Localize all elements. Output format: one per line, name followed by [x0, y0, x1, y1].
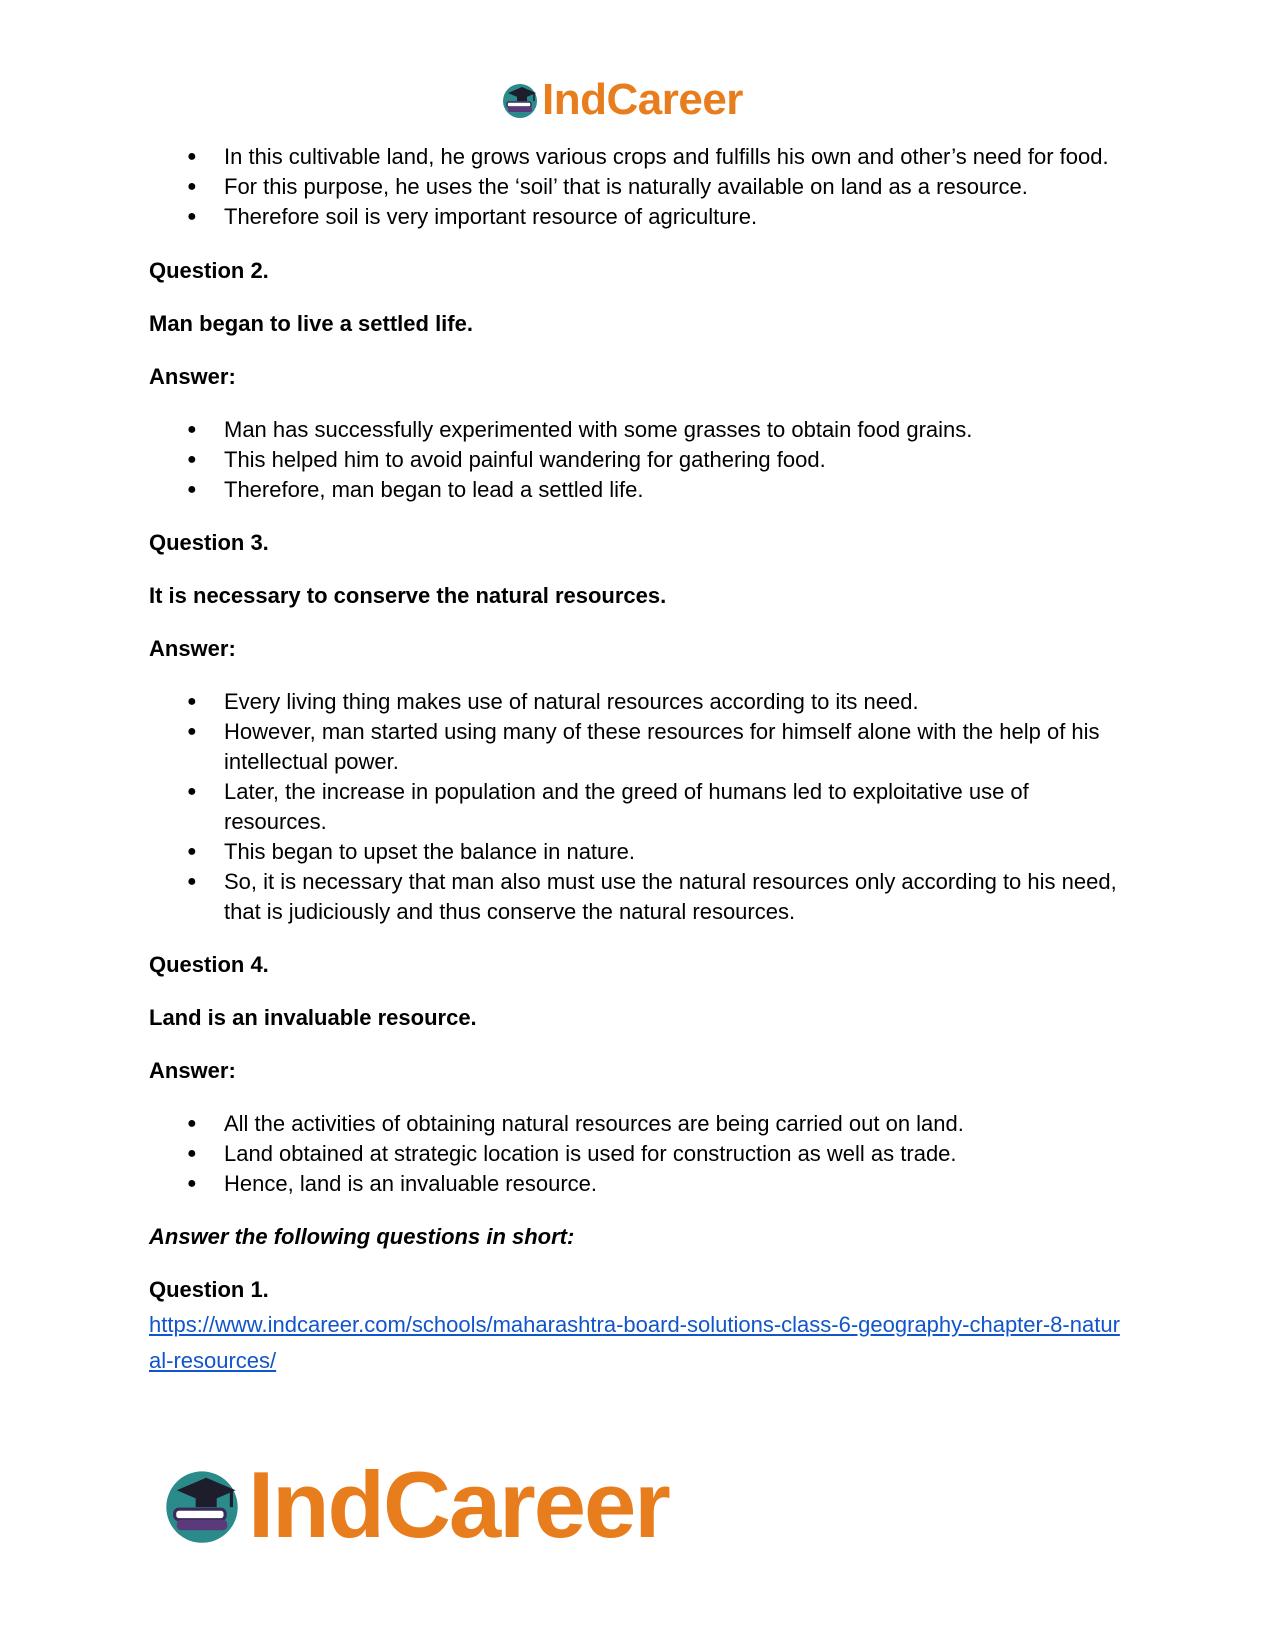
question-4-answer-list: [149, 1109, 1129, 1199]
question-3-answer-list: [149, 687, 1129, 927]
top-bullet-list: [149, 142, 1129, 232]
list-item: ● Therefore soil is very important resource of agriculture.: [149, 202, 1129, 232]
question-4-label: Question 4.: [149, 952, 269, 977]
bullet-icon: ●: [187, 783, 197, 800]
question-2-statement: Man began to live a settled life.: [149, 311, 473, 336]
question-4-answer-label: Answer:: [149, 1058, 236, 1083]
question-2-label: Question 2.: [149, 258, 269, 283]
bullet-icon: ●: [187, 1145, 197, 1162]
short-answer-section-heading: Answer the following questions in short:: [149, 1224, 575, 1249]
question-2-answer-label: Answer:: [149, 364, 236, 389]
list-item: ● So, it is necessary that man also must use the natural resources only according to his need, that is judiciously and thus conserve the natural resources.: [187, 869, 1117, 924]
footer-logo-text: IndCareer: [248, 1452, 669, 1557]
bullet-icon: ●: [187, 1175, 197, 1192]
header-logo-text: IndCareer: [542, 75, 743, 124]
bullet-icon: ●: [187, 481, 197, 498]
list-item: ● Hence, land is an invaluable resource.: [149, 1169, 1129, 1199]
bullet-icon: ●: [187, 421, 197, 438]
list-item: ● All the activities of obtaining natural resources are being carried out on land.: [149, 1109, 1129, 1139]
list-item: ● This helped him to avoid painful wandering for gathering food.: [149, 445, 1129, 475]
list-item: ● Every living thing makes use of natural resources according to its need.: [149, 687, 1129, 717]
graduation-book-icon: [160, 1463, 244, 1547]
question-3-statement: It is necessary to conserve the natural resources.: [149, 583, 667, 608]
bullet-icon: ●: [187, 178, 197, 195]
bullet-icon: ●: [187, 693, 197, 710]
list-item: ● Man has successfully experimented with some grasses to obtain food grains.: [149, 415, 1129, 445]
bullet-icon: ●: [187, 451, 197, 468]
question-4-statement: Land is an invaluable resource.: [149, 1005, 477, 1030]
document-body: [149, 144, 1129, 1379]
question-3-label: Question 3.: [149, 530, 269, 555]
source-url-link[interactable]: https://www.indcareer.com/schools/maharashtra-board-solutions-class-6-geography-chapter-8-natural-resources/: [149, 1312, 1120, 1373]
short-question-1-label: Question 1.: [149, 1277, 269, 1302]
list-item: ● This began to upset the balance in nature.: [149, 837, 1129, 867]
question-2-answer-list: [149, 415, 1129, 505]
list-item: ● Land obtained at strategic location is used for construction as well as trade.: [149, 1139, 1129, 1169]
bullet-icon: ●: [187, 208, 197, 225]
bullet-icon: ●: [187, 1115, 197, 1132]
bullet-icon: ●: [187, 843, 197, 860]
bullet-icon: ●: [187, 873, 197, 890]
list-item: ● For this purpose, he uses the ‘soil’ that is naturally available on land as a resource.: [149, 172, 1129, 202]
bullet-icon: ●: [187, 148, 197, 165]
list-item: ● In this cultivable land, he grows various crops and fulfills his own and other’s need for food.: [149, 142, 1129, 172]
question-3-answer-label: Answer:: [149, 636, 236, 661]
bullet-icon: ●: [187, 723, 197, 740]
graduation-book-icon: [500, 80, 540, 120]
header-logo: [500, 75, 743, 124]
footer-logo: [160, 1452, 669, 1557]
list-item: ● Later, the increase in population and the greed of humans led to exploitative use of resources.: [187, 779, 1029, 834]
list-item: ● However, man started using many of these resources for himself alone with the help of his intellectual power.: [187, 719, 1100, 774]
list-item: ● Therefore, man began to lead a settled life.: [149, 475, 1129, 505]
